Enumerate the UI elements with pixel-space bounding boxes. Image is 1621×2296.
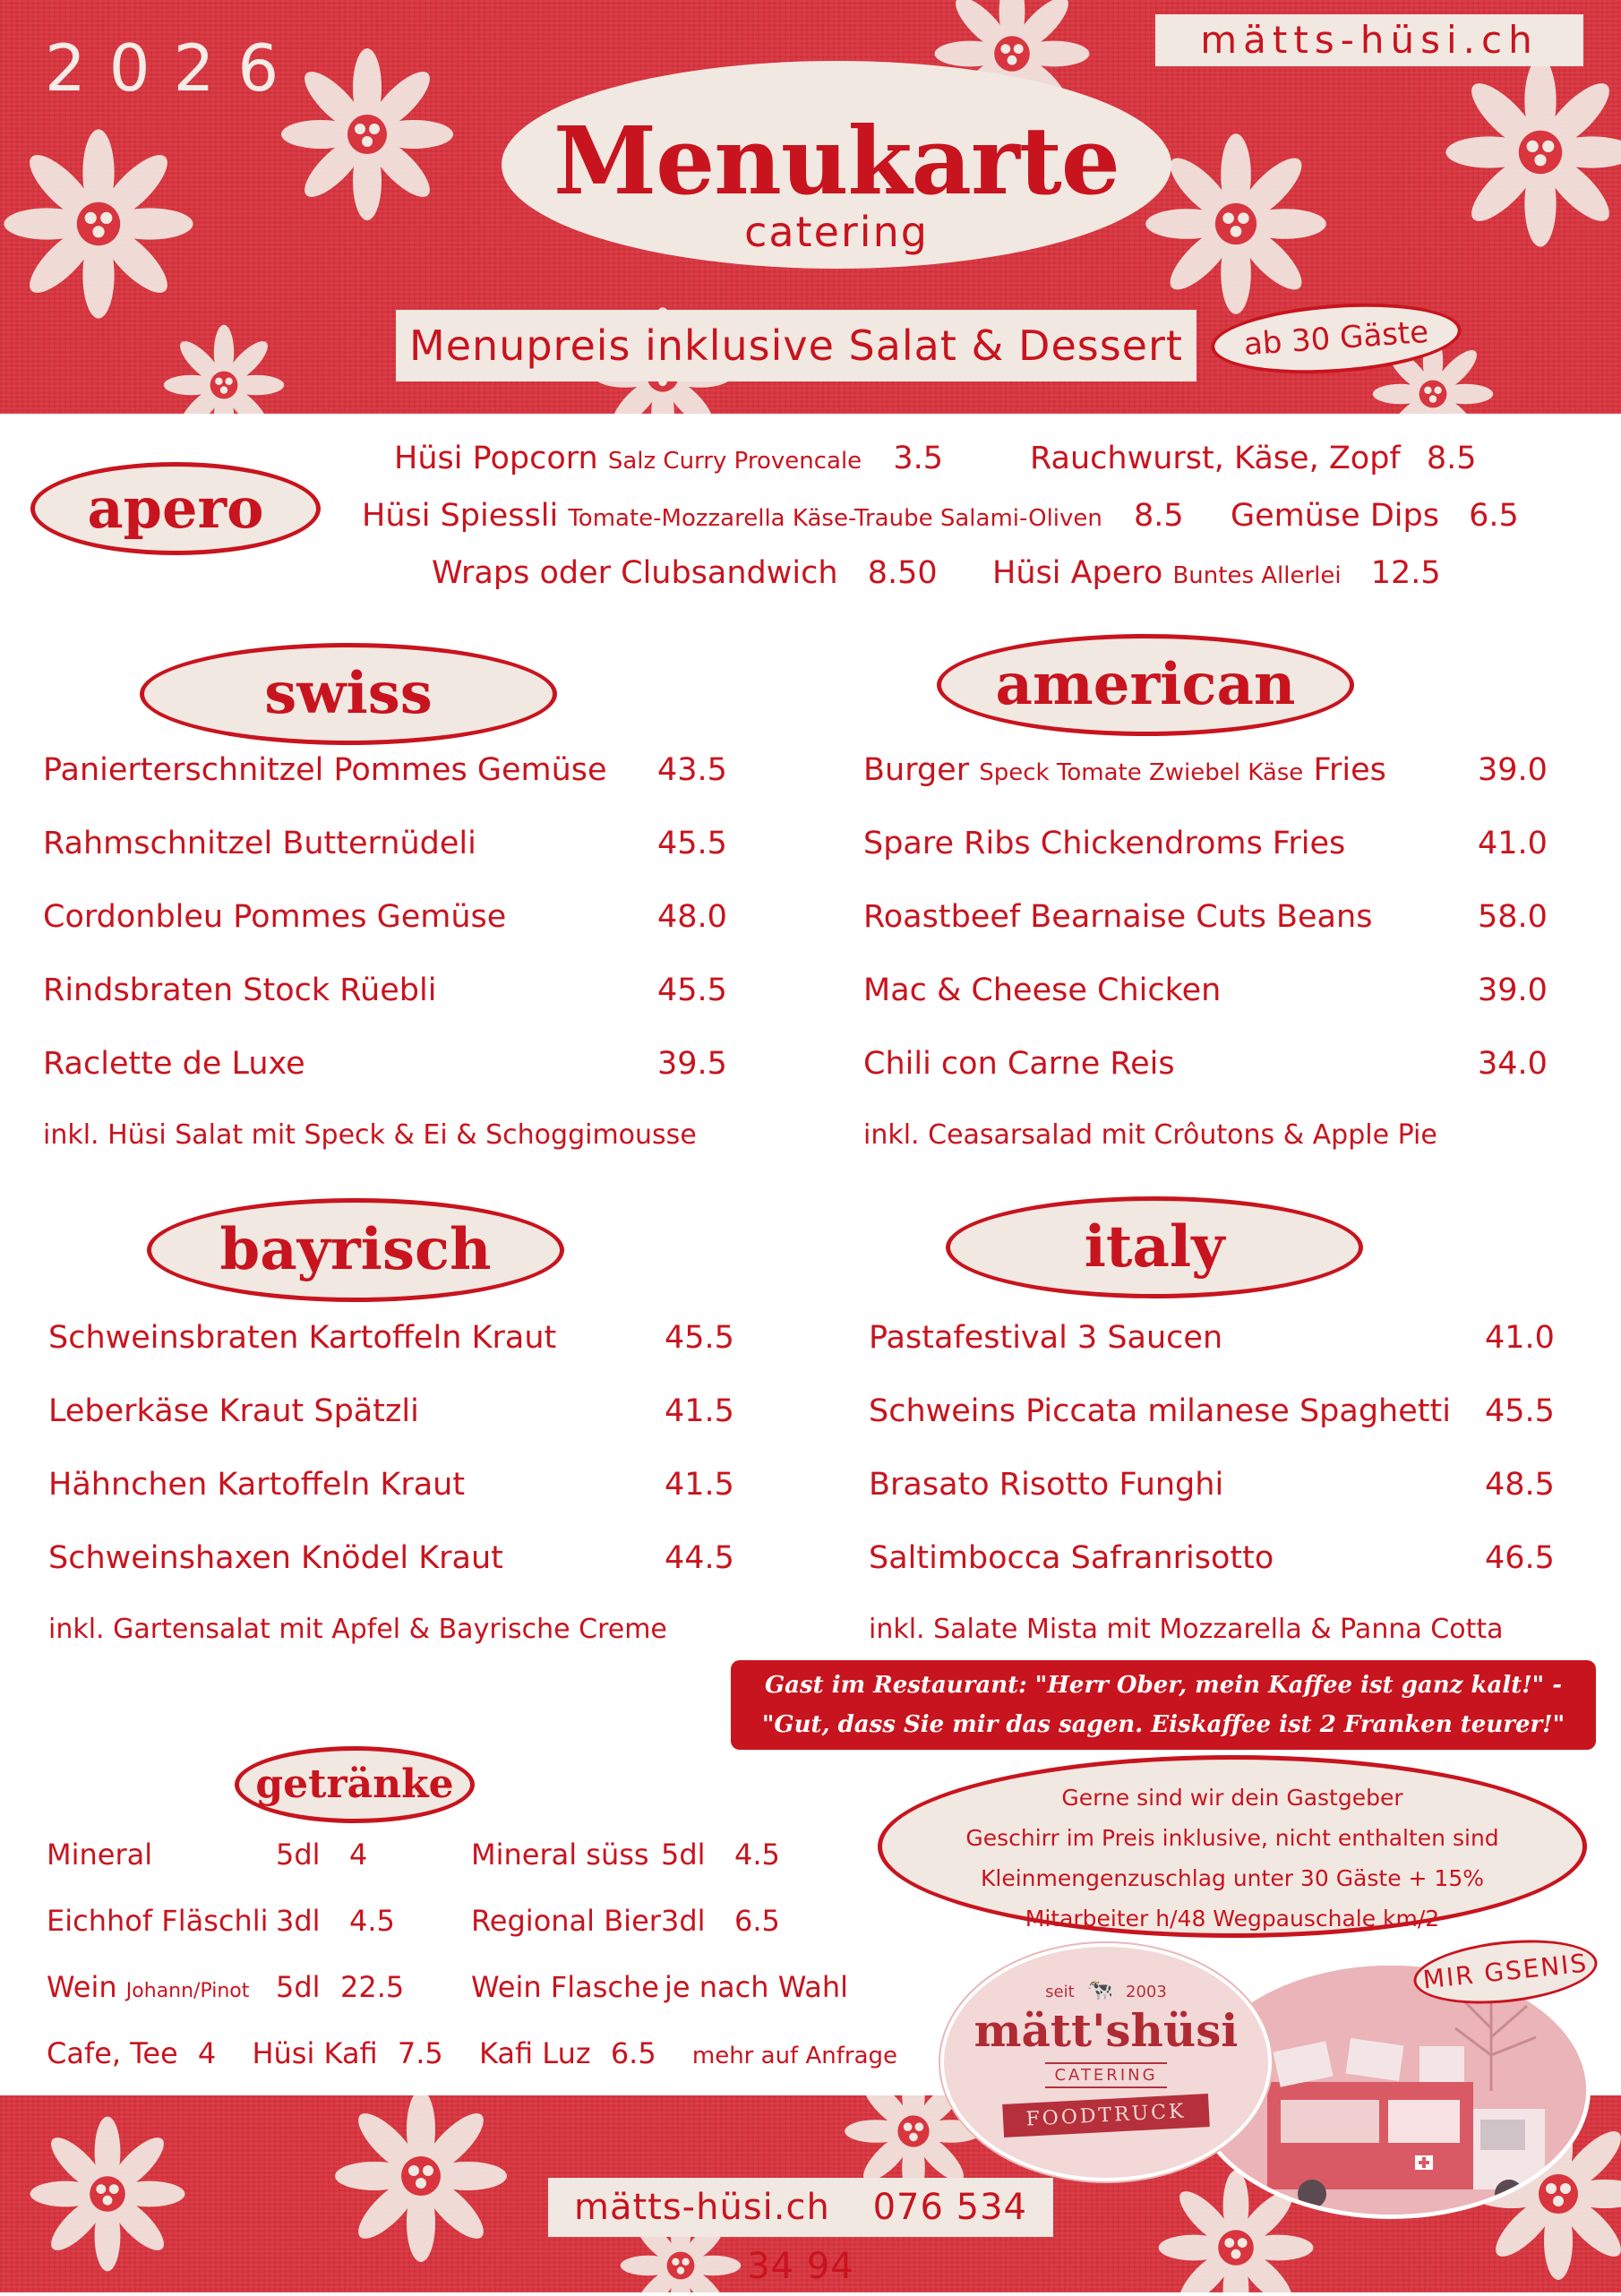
drink-name: Cafe, Tee bbox=[47, 2036, 178, 2070]
menu-item-price: 39.5 bbox=[657, 1046, 727, 1082]
menu-item-name: Cordonbleu Pommes Gemüse bbox=[43, 899, 507, 935]
menu-item-name: Schweins Piccata milanese Spaghetti bbox=[869, 1393, 1451, 1429]
menu-item bbox=[863, 752, 1386, 788]
menu-item-price: 39.0 bbox=[1478, 972, 1548, 1008]
cow-icon: 🐄 bbox=[1086, 1977, 1114, 2002]
joke-banner bbox=[731, 1660, 1596, 1750]
mir-gsenis-badge: MIR GSENIS bbox=[1411, 1932, 1600, 2011]
drink-more: mehr auf Anfrage bbox=[691, 2043, 897, 2069]
menu-item-price: 58.0 bbox=[1478, 899, 1548, 935]
header-fabric-band bbox=[0, 0, 1621, 414]
apero-item-detail: Salz Curry Provencale bbox=[607, 448, 862, 475]
drink-price: 22.5 bbox=[340, 1970, 405, 2004]
footer-website[interactable]: mätts-hüsi.ch bbox=[574, 2187, 830, 2228]
page-subtitle: catering bbox=[744, 208, 929, 256]
logo-since-line bbox=[944, 1977, 1268, 2002]
info-line: Kleinmengenzuschlag unter 30 Gäste + 15% bbox=[980, 1865, 1484, 1891]
menu-item-name: Saltimbocca Safranrisotto bbox=[869, 1540, 1274, 1576]
apero-item-name: Hüsi Apero bbox=[992, 555, 1163, 591]
info-oval bbox=[878, 1755, 1587, 1938]
header-website[interactable]: mätts-hüsi.ch bbox=[1155, 14, 1583, 66]
menu-item-name: Burger bbox=[863, 752, 970, 788]
drink-name: Kafi Luz bbox=[478, 2036, 591, 2070]
drink-price: 4.5 bbox=[349, 1904, 395, 1938]
menu-item-name: Hähnchen Kartoffeln Kraut bbox=[48, 1467, 466, 1503]
logo-year: 2003 bbox=[1126, 1983, 1167, 2001]
menu-item-detail: Speck Tomate Zwiebel Käse bbox=[979, 759, 1304, 786]
menu-item-name: Roastbeef Bearnaise Cuts Beans bbox=[863, 899, 1373, 935]
apero-item-price: 3.5 bbox=[893, 441, 943, 476]
apero-item bbox=[394, 441, 943, 476]
american-heading: american bbox=[937, 634, 1354, 736]
drink-price: 6.5 bbox=[610, 2036, 656, 2070]
menu-item-price: 41.5 bbox=[665, 1393, 734, 1429]
drink-size: 5dl bbox=[661, 1838, 706, 1872]
logo-name: mätt'shüsi bbox=[973, 2004, 1239, 2057]
apero-item-name: Hüsi Spiessli bbox=[362, 498, 559, 534]
apero-item bbox=[1030, 441, 1477, 476]
menu-item-price: 45.5 bbox=[657, 826, 727, 861]
menu-item-name: Leberkäse Kraut Spätzli bbox=[48, 1393, 419, 1429]
year-label: 2026 bbox=[45, 30, 303, 106]
menu-item-price: 41.0 bbox=[1478, 826, 1548, 861]
apero-item-price: 8.50 bbox=[867, 555, 938, 591]
drink-size: 5dl bbox=[276, 1838, 321, 1872]
apero-item-price: 12.5 bbox=[1370, 555, 1441, 591]
drink-name: Wein Flasche bbox=[471, 1970, 659, 2004]
apero-item bbox=[362, 498, 1184, 534]
logo-seit: seit bbox=[1045, 1983, 1075, 2001]
drink-size: 3dl bbox=[276, 1904, 321, 1938]
drink-name: Mineral bbox=[47, 1838, 153, 1872]
min-guests-badge: ab 30 Gäste bbox=[1209, 296, 1464, 381]
menu-item-name: Spare Ribs Chickendroms Fries bbox=[863, 826, 1346, 861]
drink-name: Regional Bier bbox=[471, 1904, 661, 1938]
drink-price: 4 bbox=[197, 2036, 217, 2070]
menu-item-price: 46.5 bbox=[1485, 1540, 1555, 1576]
drink-name: Wein bbox=[47, 1970, 117, 2004]
menu-item-price: 41.5 bbox=[665, 1467, 734, 1503]
italy-heading: italy bbox=[946, 1196, 1363, 1298]
apero-heading: apero bbox=[30, 462, 321, 555]
drink-name: Hüsi Kafi bbox=[252, 2036, 378, 2070]
american-note: inkl. Ceasarsalad mit Crôutons & Apple Pie bbox=[863, 1119, 1437, 1151]
menu-item-price: 48.0 bbox=[657, 899, 727, 935]
menu-item-name: Chili con Carne Reis bbox=[863, 1046, 1175, 1082]
apero-item-detail: Tomate-Mozzarella Käse-Traube Salami-Oliven bbox=[568, 505, 1102, 532]
drink-size: 3dl bbox=[661, 1904, 706, 1938]
drink-price: 7.5 bbox=[397, 2036, 443, 2070]
footer-phone[interactable]: 076 534 34 94 bbox=[747, 2187, 1027, 2287]
apero-item-name: Wraps oder Clubsandwich bbox=[432, 555, 838, 591]
menu-item-price: 41.0 bbox=[1485, 1320, 1555, 1356]
apero-item-name: Gemüse Dips bbox=[1231, 498, 1439, 534]
menu-item-name: Mac & Cheese Chicken bbox=[863, 972, 1222, 1008]
drink-price: je nach Wahl bbox=[665, 1970, 849, 2004]
apero-item bbox=[1231, 498, 1519, 534]
drink-name: Mineral süss bbox=[471, 1838, 649, 1872]
apero-item-name: Rauchwurst, Käse, Zopf bbox=[1030, 441, 1401, 476]
apero-item bbox=[992, 555, 1441, 591]
swiss-heading: swiss bbox=[140, 643, 557, 745]
bayrisch-note: inkl. Gartensalat mit Apfel & Bayrische Creme bbox=[48, 1614, 667, 1645]
menu-item-price: 48.5 bbox=[1485, 1467, 1555, 1503]
footer-contact bbox=[548, 2178, 1053, 2287]
menu-item-name: Brasato Risotto Funghi bbox=[869, 1467, 1224, 1503]
drink-item bbox=[47, 1970, 249, 2004]
menu-item-price: 34.0 bbox=[1478, 1046, 1548, 1082]
brand-logo bbox=[940, 1943, 1272, 2181]
menu-item-price: 45.5 bbox=[1485, 1393, 1555, 1429]
joke-line-1: Gast im Restaurant: "Herr Ober, mein Kaffee ist ganz kalt!" - bbox=[764, 1672, 1563, 1699]
bayrisch-heading: bayrisch bbox=[147, 1198, 564, 1302]
drink-size: 5dl bbox=[276, 1970, 321, 2004]
apero-item-detail: Buntes Allerlei bbox=[1172, 562, 1342, 589]
info-line: Geschirr im Preis inklusive, nicht enthalten sind bbox=[965, 1825, 1499, 1851]
menu-item-name: Raclette de Luxe bbox=[43, 1046, 305, 1082]
menu-item-name: Rindsbraten Stock Rüebli bbox=[43, 972, 437, 1008]
drink-detail: Johann/Pinot bbox=[125, 1980, 250, 2002]
getraenke-heading: getränke bbox=[235, 1746, 475, 1823]
price-note: Menupreis inklusive Salat & Dessert bbox=[396, 310, 1196, 381]
swiss-note: inkl. Hüsi Salat mit Speck & Ei & Schoggimousse bbox=[43, 1119, 697, 1151]
info-line: Gerne sind wir dein Gastgeber bbox=[1061, 1785, 1403, 1811]
drink-item bbox=[47, 2036, 897, 2070]
logo-foodtruck: FOODTRUCK bbox=[1002, 2094, 1210, 2138]
apero-item-price: 8.5 bbox=[1134, 498, 1184, 534]
menu-item-name: Pastafestival 3 Saucen bbox=[869, 1320, 1223, 1356]
drink-price: 6.5 bbox=[734, 1904, 780, 1938]
joke-line-2: "Gut, dass Sie mir das sagen. Eiskaffee ist 2 Franken teurer!" bbox=[761, 1711, 1565, 1738]
apero-item-price: 6.5 bbox=[1469, 498, 1519, 534]
menu-item-name: Rahmschnitzel Butternüdeli bbox=[43, 826, 476, 861]
apero-item bbox=[432, 555, 938, 591]
logo-catering: CATERING bbox=[1045, 2062, 1166, 2088]
drink-price: 4 bbox=[349, 1838, 368, 1872]
italy-note: inkl. Salate Mista mit Mozzarella & Panna Cotta bbox=[869, 1614, 1504, 1645]
menu-item-price: 44.5 bbox=[665, 1540, 734, 1576]
apero-item-price: 8.5 bbox=[1426, 441, 1477, 476]
menu-item-name: Schweinshaxen Knödel Kraut bbox=[48, 1540, 503, 1576]
menu-item-price: 43.5 bbox=[657, 752, 727, 788]
apero-item-name: Hüsi Popcorn bbox=[394, 441, 598, 476]
menu-item-price: 39.0 bbox=[1478, 752, 1548, 788]
menu-item-price: 45.5 bbox=[665, 1320, 734, 1356]
menu-item-suffix: Fries bbox=[1313, 752, 1386, 788]
menu-item-name: Schweinsbraten Kartoffeln Kraut bbox=[48, 1320, 557, 1356]
menu-item-price: 45.5 bbox=[657, 972, 727, 1008]
drink-name: Eichhof Fläschli bbox=[47, 1904, 269, 1938]
menu-item-name: Panierterschnitzel Pommes Gemüse bbox=[43, 752, 607, 788]
drink-price: 4.5 bbox=[734, 1838, 780, 1872]
info-line: Mitarbeiter h/48 Wegpauschale km/2 bbox=[1025, 1906, 1440, 1932]
page-title: Menukarte bbox=[553, 106, 1119, 216]
